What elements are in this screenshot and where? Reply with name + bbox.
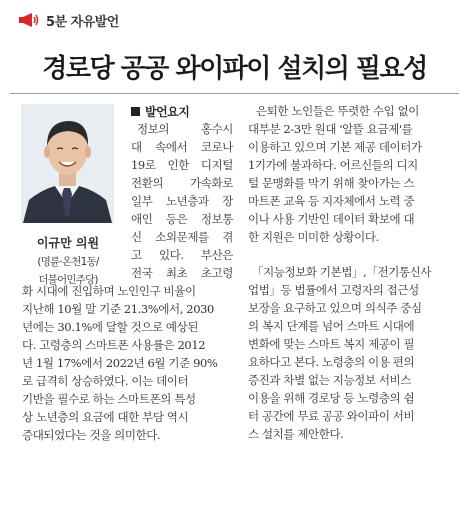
square-bullet-icon	[131, 107, 140, 116]
text-line: 은퇴한 노인들은 뚜렷한 수입 없이	[256, 104, 419, 118]
text-line: 신 소외문제를 겪	[131, 230, 233, 244]
text-line: 이용하고 있으며 기본 제공 데이터가	[248, 140, 422, 154]
text-line: 한 지원은 미미한 상황이다.	[248, 230, 379, 244]
text-line: 기반을 필수로 하는 스마트폰의 특성	[22, 392, 196, 406]
text-line: 업법」등 법률에서 고령자의 접근성	[248, 283, 419, 297]
megaphone-icon	[18, 12, 40, 28]
section-label: 5분 자유발언	[46, 14, 119, 30]
text-line: 대부분 2-3만 원대 '알뜰 요금제'를	[248, 122, 413, 136]
text-line: 이용을 위해 경로당 등 노령층의 쉼	[248, 391, 415, 405]
text-line: 대 속에서 코로나	[131, 140, 233, 154]
text-line: 이나 사용 기반인 데이터 확보에 대	[248, 212, 415, 226]
author-photo	[21, 104, 114, 223]
subhead-label: 발언요지	[145, 104, 190, 119]
headline-divider	[10, 93, 459, 94]
text-line: 19로 인한 디지털	[131, 158, 233, 172]
text-line: 년에는 30.1%에 달할 것으로 예상된	[22, 320, 199, 334]
author-name: 이규만 의원	[36, 236, 100, 250]
text-line: 화 시대에 진입하며 노인인구 비율이	[22, 284, 196, 298]
text-line: 마트폰 교육 등 지자체에서 노력 중	[248, 194, 415, 208]
headline: 경로당 공공 와이파이 설치의 필요성	[42, 54, 427, 84]
author-party: 더불어민주당)	[38, 274, 98, 286]
subhead	[131, 103, 189, 119]
text-line: 털 문맹화를 막기 위해 찾아가는 스	[248, 176, 415, 190]
text-line: 전국 최초 초고령	[131, 266, 233, 280]
text-line: 증대되었다는 것을 의미한다.	[22, 428, 161, 442]
text-line: 1기가에 불과하다. 어르신들의 디지	[248, 158, 418, 172]
author-district: (명륜·온천1동/	[37, 256, 99, 268]
text-line: 정보의 홍수시	[137, 122, 233, 136]
text-line: 상 노년층의 요금에 대한 부담 역시	[22, 410, 189, 424]
text-line: 변화에 맞는 스마트 복지 제공이 필	[248, 337, 415, 351]
text-line: 애인 등은 정보통	[131, 212, 233, 226]
text-line: 일부 노년층과 장	[131, 194, 233, 208]
text-line: 년 1월 17%에서 2022년 6월 기준 90%	[22, 356, 218, 370]
text-line: 로 급격히 상승하였다. 이는 데이터	[22, 374, 189, 388]
text-line: 다. 고령층의 스마트폰 사용률은 2012	[22, 338, 206, 352]
text-line: 터 공간에 무료 공공 와이파이 서비	[248, 409, 415, 423]
text-line: 「지능정보화 기본법」,「전기통신사	[252, 265, 432, 279]
text-line: 요하다고 본다. 노령층의 이용 편의	[248, 355, 415, 369]
text-line: 전환의 가속화로	[131, 176, 233, 190]
section-tag	[18, 9, 119, 31]
text-line: 보장을 요구하고 있으며 의식주 중심	[248, 301, 422, 315]
text-line: 고 있다. 부산은	[131, 248, 233, 262]
text-line: 의 복지 단계를 넘어 스마트 시대에	[248, 319, 415, 333]
text-line: 스 설치를 제안한다.	[248, 427, 344, 441]
text-line: 지난해 10월 말 기준 21.3%에서, 2030	[22, 302, 214, 316]
text-line: 증진과 차별 없는 지능정보 서비스	[248, 373, 411, 387]
